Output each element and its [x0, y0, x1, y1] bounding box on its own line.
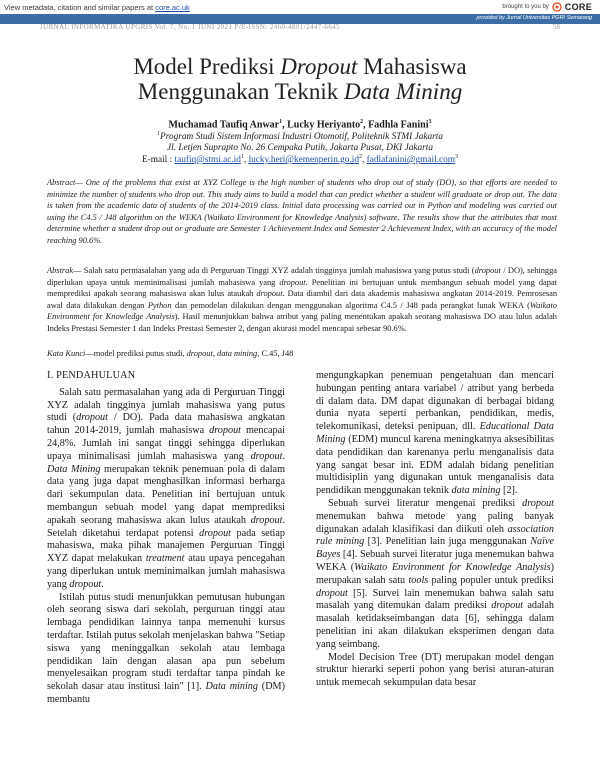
core-view-text: View metadata, citation and similar papers at [4, 3, 156, 12]
core-brought-by [502, 2, 592, 12]
author-emails: E-mail : $taufiq@stmi.ac.id^1$, $lucky.heri@kemenperin.go.id^2$, fadlafanini@gmail.com$^3$ [141, 154, 459, 166]
email-link-3[interactable]: fadlafanini@gmail.com [366, 155, 456, 166]
paragraph-intro-2: Istilah putus studi menunjukkan pemutusan hubungan oleh seorang siswa dari sekolah, perguruan tinggi atau lembaga pendidikan lainnya tanpa memenuhi kursus terdaftar. Istilah putus sekolah menjelaskan bahwa "Setiap siswa yang meninggalkan sekolah atau lembaga pendidikan lain dengan alasan apa pun sebelum menyelesaikan program studi terdaftar tanpa pindah ke sekolah dasar atau institusi lain" [1]. Data mining (DM) membantu [47, 591, 285, 705]
section-heading: I. PENDAHULUAN [47, 370, 136, 381]
core-provided-text: provided by Jurnal Universitas PGRI Semarang [476, 15, 592, 21]
paper-title-line-1: Model Prediksi Dropout Mahasiswa [133, 54, 467, 79]
paragraph-intro-4: Model Decision Tree (DT) merupakan model dengan struktur hierarki seperti pohon yang berisi aturan-aturan untuk memecah sekumpulan data besar [316, 651, 554, 689]
body-column-right [316, 370, 554, 690]
keywords: Kata Kunci—model prediksi putus studi, dropout, data mining, C.45, J48 [47, 349, 294, 358]
page-number: 58 [553, 23, 560, 31]
email-link-1[interactable]: taufiq@stmi.ac.id [174, 155, 241, 166]
core-brand[interactable]: CORE [564, 2, 592, 12]
author-list: Muchamad Taufiq Anwar$^1$, Lucky Heriyanto$^2$, Fadhla Fanini$^3$ [168, 119, 432, 131]
body-column-left [47, 370, 285, 707]
core-metadata-link-text [4, 3, 190, 12]
affiliation-line-2: Jl. Letjen Suprapto No. 26 Cempaka Putih, Jakarta Pusat, DKI Jakarta [167, 143, 433, 153]
paragraph-intro-3: Sebuah survei literatur mengenai prediksi dropout menemukan bahwa metode yang paling banyak digunakan adalah klasifikasi dan diikuti oleh association rule mining [3]. Penelitian lain juga menggunakan Naïve Bayes [4]. Sebuah survei literatur juga menemukan bahwa WEKA (Waikato Environment for Knowledge Analysis) merupakan salah satu tools paling populer untuk prediksi dropout [5]. Survei lain menemukan bahwa salah satu masalah yang ditemukan dalam prediksi dropout adalah masalah ketidakseimbangan data [6], sehingga dalam penelitian ini akan dilakukan eksperimen dengan data yang seimbang. [316, 497, 555, 650]
abstract-indonesian: Abstrak— Salah satu permasalahan yang ada di Perguruan Tinggi XYZ adalah tingginya jumlah mahasiswa yang putus studi (dropout / DO), sehingga diperlukan upaya untuk meminimalisasi jumlah mahasiswa yang dropout. Penelitian ini bertujuan untuk membangun sebuah model yang dapat memprediksi apakah seorang mahasiswa akan lulus ataukah dropout. Data diambil dari data akademis mahasiswa angkatan 2014-2019. Pemrosesan awal data dilakukan dengan Python dan pemodelan dilakukan dengan menggunakan algoritma C4.5 / J48 pada perangkat lunak WEKA (Waikato Environment for Knowledge Analysis). Hasil menunjukkan bahwa atribut yang paling menentukan apakah seorang mahasiswa DO atau lulus adalah Indeks Prestasi Semester 1 dan Indeks Prestasi Semester 2, dengan akurasi model mencapai sebesar 90.6%. [47, 266, 558, 333]
paragraph-intro-1: Salah satu permasalahan yang ada di Perguruan Tinggi XYZ adalah tingginya jumlah mahasiswa yang putus studi (dropout / DO). Pada data mahasiswa angkatan tahun 2014-2019, jumlah mahasiswa dropout mencapai 24,8%. Jumlah ini sangat tinggi sehingga diperlukan upaya minimalisasi jumlah mahasiswa yang dropout. Data Mining merupakan teknik penemuan pola di dalam data yang juga dapat menghasilkan informasi berharga dari sekumpulan data. Penelitian ini bertujuan untuk membangun sebuah model yang dapat memprediksi apakah seorang mahasiswa akan lulus ataukah dropout. Setelah diketahui terdapat potensi dropout pada setiap mahasiswa, maka pihak manajemen Perguruan Tinggi XYZ dapat melakukan treatment atau upaya pencegahan yang diperlukan untuk meminimalkan jumlah mahasiswa yang dropout. [47, 386, 285, 590]
journal-header: JURNAL INFORMATIKA UPGRIS Vol. 7, No. 1 JUNI 2021 P/E-ISSN: 2460-4801/2447-6645 [40, 23, 341, 31]
core-brought-text: brought to you by [502, 4, 549, 10]
email-link-2[interactable]: lucky.heri@kemenperin.go.id [248, 155, 360, 166]
paragraph-intro-2-cont: mengungkapkan penemuan pengetahuan dan mencari hubungan penting antara variabel / atribut yang berbeda di dalam data. DM dapat digunakan di berbagai bidang dunia nyata seperti perbankan, pendidikan, medis, telekomunikasi, deteksi penipuan, dll. Educational Data Mining (EDM) muncul karena meningkatnya aksesibilitas data pendidikan dan karenanya perlu menganalisis data yang sangat besar ini. EDM adalah bidang penelitian multidisiplin yang digunakan untuk menganalisis data pendidikan menggunakan teknik data mining [2]. [316, 370, 554, 497]
core-link[interactable]: core.ac.uk [155, 3, 190, 12]
abstract-english: Abstract— One of the problems that exist at XYZ College is the high number of students who drop out of study (DO), so that efforts are needed to minimize the number of students who drop out. This study aims to build a model that can predict whether a student will graduate or drop out. The data is taken from the academic data of students of the 2014-2019 class. Initial data processing was carried out in Python and modeling was carried out using the C4.5 / J48 algorithm on the WEKA (Waikato Environment for Knowledge Analysis) software. The results show that the attributes that most determine whether a student drop out or graduate are Semester 1 Achievement Index and Semester 2 Achievement Index, with an accuracy of the model reaching 90.6%. [47, 178, 557, 245]
paper-title-line-2: Menggunakan Teknik Data Mining [137, 79, 463, 104]
affiliation-line-1: $^1$Program Studi Sistem Informasi Industri Otomotif, Politeknik STMI Jakarta [157, 131, 443, 143]
core-logo-icon [552, 2, 562, 12]
